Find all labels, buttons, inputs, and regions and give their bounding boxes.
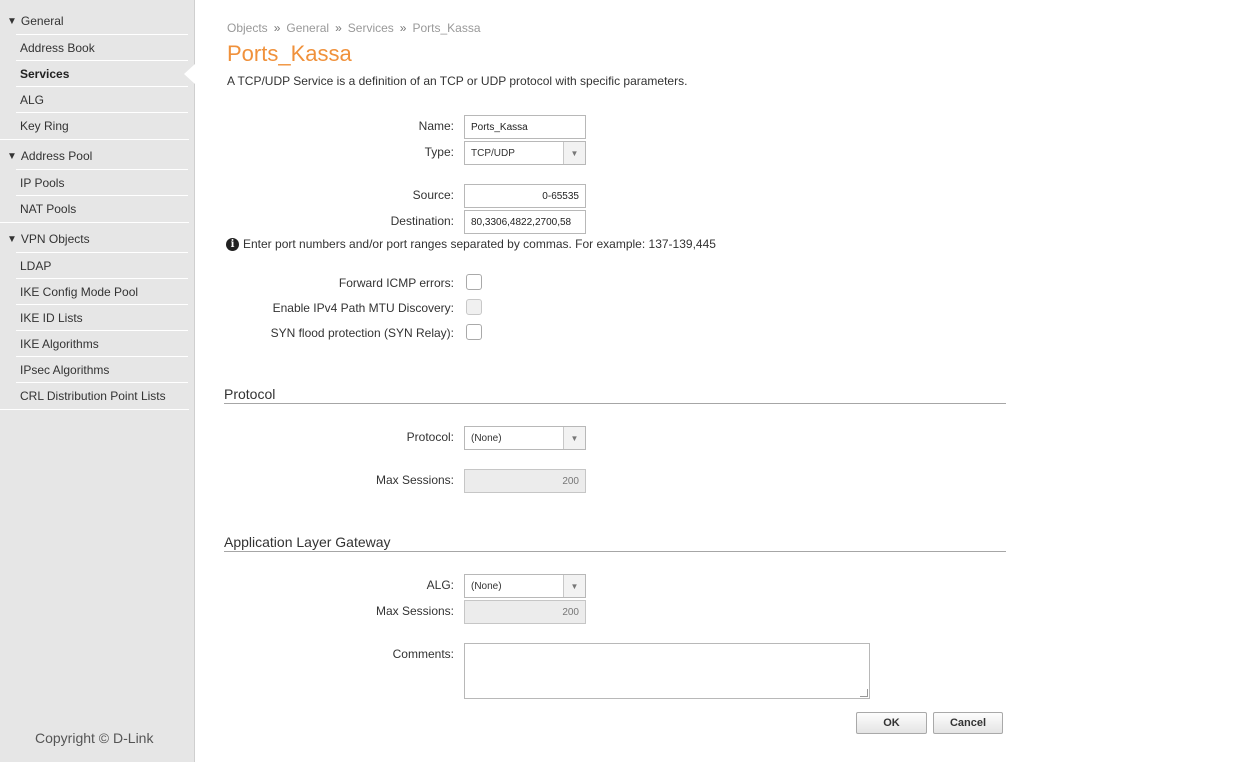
breadcrumb-objects[interactable]: Objects (227, 21, 268, 35)
comments-label: Comments: (392, 647, 454, 661)
breadcrumb-current: Ports_Kassa (412, 21, 481, 35)
protocol-max-sessions-label: Max Sessions: (375, 473, 454, 487)
alg-select[interactable] (464, 574, 586, 598)
alg-max-sessions-input: 200 (464, 600, 586, 624)
chevron-down-icon[interactable]: ▼ (563, 427, 585, 449)
sidebar-item-ike-algorithms[interactable]: IKE Algorithms (20, 336, 99, 351)
name-label: Name: (418, 119, 454, 133)
source-label: Source: (412, 188, 454, 202)
sidebar-group-label: VPN Objects (20, 232, 90, 246)
triangle-down-icon: ▼ (7, 15, 17, 27)
type-label: Type: (424, 145, 454, 159)
alg-label: ALG: (426, 578, 454, 592)
triangle-down-icon: ▼ (7, 150, 17, 162)
protocol-section-heading: Protocol (224, 386, 1006, 404)
sidebar-group-address-pool[interactable] (0, 145, 188, 167)
sidebar-item-ike-config-mode-pool[interactable]: IKE Config Mode Pool (20, 284, 139, 299)
protocol-max-sessions-input: 200 (464, 469, 586, 493)
protocol-label: Protocol: (406, 430, 454, 444)
sidebar-item-ipsec-algorithms[interactable]: IPsec Algorithms (20, 362, 110, 377)
chevron-down-icon[interactable]: ▼ (563, 142, 585, 164)
chevron-down-icon[interactable]: ▼ (563, 575, 585, 597)
protocol-select[interactable] (464, 426, 586, 450)
sidebar-item-ldap[interactable]: LDAP (20, 258, 52, 273)
sidebar-item-crl-distribution-point-lists[interactable]: CRL Distribution Point Lists (20, 388, 166, 403)
name-input[interactable]: Ports_Kassa (464, 115, 586, 139)
copyright: Copyright © D-Link (35, 730, 154, 746)
cancel-button[interactable]: Cancel (933, 712, 1003, 734)
alg-select-value: (None) (471, 580, 502, 592)
breadcrumb (227, 21, 481, 35)
comments-textarea[interactable] (464, 643, 870, 699)
sidebar-item-address-book[interactable]: Address Book (20, 40, 95, 55)
sidebar-group-vpn-objects[interactable] (0, 228, 188, 250)
sidebar-group-label: General (20, 14, 64, 28)
syn-relay-checkbox[interactable] (466, 324, 482, 340)
breadcrumb-services[interactable]: Services (347, 21, 394, 35)
forward-icmp-label: Forward ICMP errors: (338, 276, 454, 290)
source-input[interactable]: 0-65535 (464, 184, 586, 208)
syn-relay-label: SYN flood protection (SYN Relay): (270, 326, 454, 340)
sidebar-item-ip-pools[interactable]: IP Pools (20, 175, 65, 190)
divider (0, 139, 189, 140)
info-icon: i (226, 238, 239, 251)
breadcrumb-separator: » (335, 21, 342, 35)
type-select-value: TCP/UDP (471, 147, 515, 159)
triangle-down-icon: ▼ (7, 233, 17, 245)
alg-max-sessions-label: Max Sessions: (375, 604, 454, 618)
active-item-pointer (184, 64, 195, 84)
sidebar-item-ike-id-lists[interactable]: IKE ID Lists (20, 310, 83, 325)
sidebar-group-label: Address Pool (20, 149, 93, 163)
breadcrumb-separator: » (399, 21, 407, 35)
sidebar-item-services[interactable]: Services (20, 66, 70, 81)
destination-label: Destination: (390, 214, 454, 228)
sidebar (0, 0, 195, 762)
pmtu-discovery-label: Enable IPv4 Path MTU Discovery: (272, 301, 454, 315)
divider (0, 222, 189, 223)
alg-section-heading: Application Layer Gateway (224, 534, 1006, 552)
pmtu-discovery-checkbox[interactable] (466, 299, 482, 315)
port-hint-text: Enter port numbers and/or port ranges separated by commas. For example: 137-139,445 (243, 237, 716, 251)
breadcrumb-general[interactable]: General (286, 21, 330, 35)
divider (0, 409, 189, 410)
port-hint (226, 237, 716, 251)
forward-icmp-checkbox[interactable] (466, 274, 482, 290)
sidebar-item-nat-pools[interactable]: NAT Pools (20, 201, 77, 216)
destination-input[interactable]: 80,3306,4822,2700,58 (464, 210, 586, 234)
page-description: A TCP/UDP Service is a definition of an TCP or UDP protocol with specific parameters. (227, 74, 688, 88)
ok-button[interactable]: OK (856, 712, 927, 734)
protocol-select-value: (None) (471, 432, 502, 444)
sidebar-item-alg[interactable]: ALG (20, 92, 45, 107)
type-select[interactable] (464, 141, 586, 165)
page-title: Ports_Kassa (227, 41, 352, 66)
sidebar-group-general[interactable] (0, 10, 188, 32)
breadcrumb-separator: » (273, 21, 281, 35)
sidebar-item-key-ring[interactable]: Key Ring (20, 118, 69, 133)
resize-handle-icon[interactable] (860, 689, 868, 697)
